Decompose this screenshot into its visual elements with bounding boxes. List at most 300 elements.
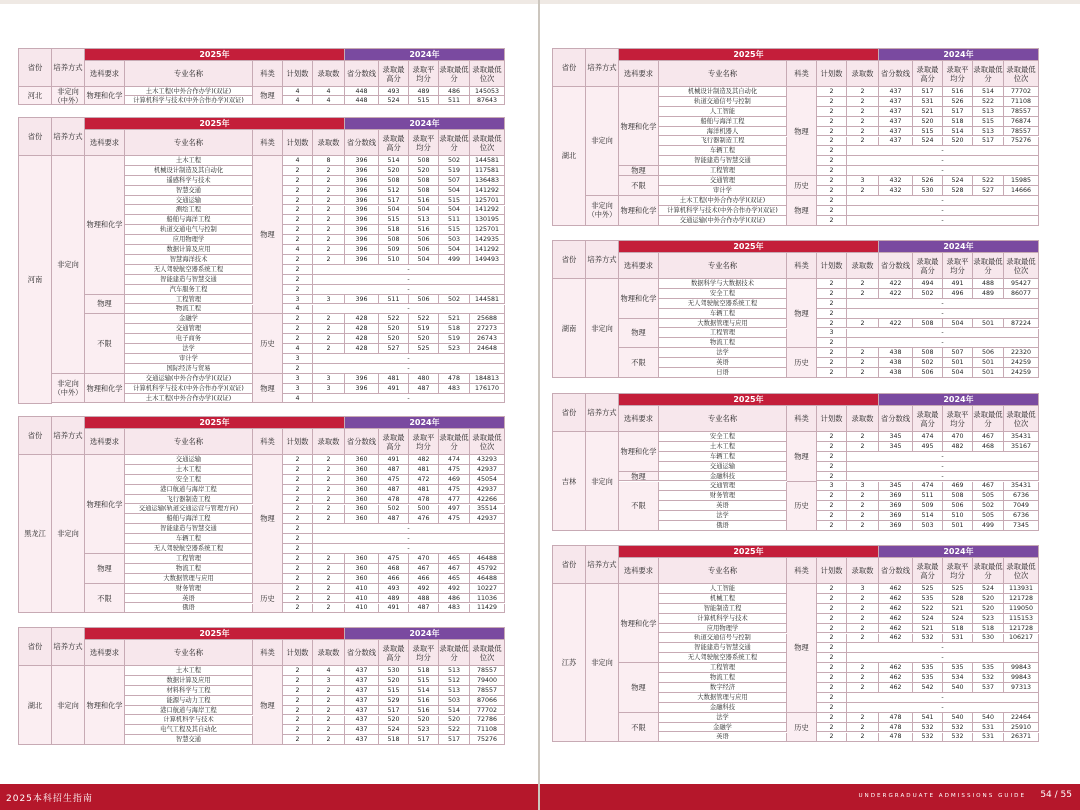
- plan-count: 2: [817, 462, 847, 472]
- province-name: 河南: [19, 156, 52, 404]
- max-score: 478: [379, 495, 409, 505]
- year-2024-header: 2024年: [345, 628, 505, 640]
- admitted-count: 3: [847, 584, 879, 594]
- max-score: 520: [379, 166, 409, 176]
- provincial-line: 396: [345, 255, 379, 265]
- provincial-line: 410: [345, 584, 379, 594]
- major-name: 电气工程及其自动化: [125, 725, 253, 735]
- category-name: 历史: [253, 584, 283, 614]
- max-score: 508: [913, 348, 943, 358]
- max-score: 504: [379, 206, 409, 216]
- provincial-line: 396: [345, 166, 379, 176]
- min-score: 486: [439, 87, 470, 96]
- year-2024-header: 2024年: [879, 241, 1039, 253]
- min-rank: 45792: [470, 564, 505, 574]
- provincial-line: 462: [879, 624, 913, 634]
- plan-count: 2: [817, 703, 847, 713]
- plan-count: 2: [817, 368, 847, 378]
- max-score: 520: [913, 117, 943, 127]
- max-score: 518: [379, 225, 409, 235]
- min-score: 489: [973, 289, 1004, 299]
- avg-score: 525: [943, 584, 973, 594]
- plan-count: 2: [283, 686, 313, 696]
- plan-count: 2: [817, 442, 847, 452]
- provincial-line: 428: [345, 314, 379, 324]
- major-name: 船舶与海洋工程: [659, 117, 787, 127]
- admitted-count: 2: [847, 368, 879, 378]
- avg-score: 487: [409, 384, 439, 394]
- max-score: 509: [913, 501, 943, 511]
- avg-score: 517: [943, 107, 973, 117]
- no-2024-data: -: [847, 166, 1039, 176]
- column-header-prov_line: 省分数线: [879, 558, 913, 584]
- plan-count: 2: [817, 289, 847, 299]
- column-header-prov_line: 省分数线: [345, 130, 379, 156]
- column-header-plan: 计划数: [283, 640, 313, 666]
- subject-requirement: 物理和化学: [619, 87, 659, 166]
- plan-count: 2: [817, 693, 847, 703]
- major-name: 俄语: [125, 604, 253, 614]
- avg-score: 470: [943, 432, 973, 442]
- provincial-line: 396: [345, 215, 379, 225]
- provincial-line: 396: [345, 245, 379, 255]
- avg-score: 528: [943, 186, 973, 196]
- plan-count: 2: [817, 127, 847, 137]
- avg-score: 532: [943, 723, 973, 733]
- major-name: 法学: [125, 344, 253, 354]
- max-score: 502: [913, 358, 943, 368]
- min-rank: 136483: [470, 176, 505, 186]
- max-score: 517: [379, 706, 409, 716]
- plan-count: 2: [817, 653, 847, 663]
- provincial-line: 422: [879, 289, 913, 299]
- column-header-plan: 计划数: [283, 61, 313, 87]
- min-score: 518: [973, 624, 1004, 634]
- plan-count: 2: [283, 206, 313, 216]
- min-rank: 42937: [470, 465, 505, 475]
- provincial-line: 462: [879, 584, 913, 594]
- provincial-line: 437: [879, 97, 913, 107]
- column-header-prov_line: 省分数线: [345, 640, 379, 666]
- min-score: 502: [973, 501, 1004, 511]
- category-name: 历史: [787, 176, 817, 196]
- plan-count: 2: [817, 299, 847, 309]
- avg-score: 523: [409, 725, 439, 735]
- major-name: 土木工程: [125, 156, 253, 166]
- no-2024-data: -: [847, 693, 1039, 703]
- provincial-line: 369: [879, 501, 913, 511]
- plan-count: 2: [283, 275, 313, 285]
- year-2024-header: 2024年: [879, 546, 1039, 558]
- admitted-count: 4: [313, 666, 345, 676]
- avg-score: 518: [943, 624, 973, 634]
- max-score: 508: [379, 235, 409, 245]
- avg-score: 504: [943, 368, 973, 378]
- provincial-line: 437: [345, 716, 379, 726]
- plan-count: 2: [283, 314, 313, 324]
- min-score: 505: [973, 511, 1004, 521]
- admitted-count: 2: [847, 289, 879, 299]
- column-header-major: 专业名称: [125, 640, 253, 666]
- min-rank: 125701: [470, 225, 505, 235]
- column-header-max: 录取最高分: [379, 61, 409, 87]
- min-score: 513: [973, 107, 1004, 117]
- admitted-count: 3: [847, 482, 879, 492]
- provincial-line: 462: [879, 673, 913, 683]
- avg-score: 516: [409, 196, 439, 206]
- min-rank: 22464: [1004, 713, 1039, 723]
- major-name: 土木工程(中外合作办学)(双证): [659, 196, 787, 206]
- max-score: 515: [913, 127, 943, 137]
- training-mode: 非定向: [586, 432, 619, 531]
- no-2024-data: -: [313, 524, 505, 534]
- category-name: 物理: [787, 279, 817, 348]
- min-rank: 142935: [470, 235, 505, 245]
- major-name: 车辆工程: [125, 534, 253, 544]
- column-header-min: 录取最低分: [439, 429, 470, 455]
- admission-table-jilin: [552, 393, 1039, 531]
- plan-count: 3: [283, 295, 313, 305]
- avg-score: 524: [943, 614, 973, 624]
- min-score: 499: [973, 521, 1004, 531]
- training-mode: 非定向（中外）: [52, 374, 85, 404]
- major-name: 大数据管理与应用: [125, 574, 253, 584]
- max-score: 508: [379, 176, 409, 186]
- min-score: 518: [439, 324, 470, 334]
- provincial-line: 396: [345, 295, 379, 305]
- column-header-plan: 计划数: [817, 406, 847, 432]
- plan-count: 2: [283, 534, 313, 544]
- major-name: 应用物理学: [659, 624, 787, 634]
- admitted-count: 2: [313, 584, 345, 594]
- training-mode: 非定向: [586, 279, 619, 378]
- admitted-count: 2: [313, 495, 345, 505]
- avg-score: 528: [943, 594, 973, 604]
- min-rank: 6736: [1004, 511, 1039, 521]
- min-score: 515: [439, 196, 470, 206]
- plan-count: 2: [817, 614, 847, 624]
- min-score: 504: [439, 206, 470, 216]
- provincial-line: 410: [345, 594, 379, 604]
- admitted-count: 2: [847, 186, 879, 196]
- min-score: 517: [439, 735, 470, 745]
- admitted-count: 4: [313, 96, 345, 105]
- right-page: [540, 0, 1080, 810]
- plan-count: 2: [283, 696, 313, 706]
- admission-table-henan: [18, 117, 505, 404]
- avg-score: 508: [409, 186, 439, 196]
- min-score: 512: [439, 676, 470, 686]
- major-name: 交通运输(中外合作办学)(双证): [659, 216, 787, 226]
- provincial-line: 462: [879, 683, 913, 693]
- no-2024-data: -: [313, 275, 505, 285]
- admitted-count: 2: [847, 137, 879, 147]
- avg-score: 482: [409, 455, 439, 465]
- max-score: 487: [379, 514, 409, 524]
- major-name: 土木工程(中外合作办学)(双证): [125, 87, 253, 96]
- major-name: 应用物理学: [125, 235, 253, 245]
- max-score: 502: [379, 505, 409, 515]
- admission-table-hebei: [18, 48, 505, 105]
- avg-score: 506: [409, 245, 439, 255]
- max-score: 510: [379, 255, 409, 265]
- max-score: 532: [913, 723, 943, 733]
- no-2024-data: -: [847, 703, 1039, 713]
- plan-count: 2: [283, 706, 313, 716]
- subject-requirement: 物理: [619, 319, 659, 349]
- min-score: 502: [439, 295, 470, 305]
- max-score: 487: [379, 465, 409, 475]
- subject-requirement: 物理和化学: [85, 666, 125, 745]
- column-header-admitted: 录取数: [313, 130, 345, 156]
- mode-header: 培养方式: [586, 546, 619, 584]
- min-rank: 75276: [1004, 137, 1039, 147]
- no-2024-data: -: [847, 472, 1039, 482]
- category-name: 物理: [253, 455, 283, 584]
- column-header-prov_line: 省分数线: [345, 429, 379, 455]
- min-rank: 11036: [470, 594, 505, 604]
- column-header-admitted: 录取数: [847, 558, 879, 584]
- admitted-count: 2: [847, 713, 879, 723]
- major-name: 智能制造工程: [659, 604, 787, 614]
- column-header-avg: 录取平均分: [943, 253, 973, 279]
- min-rank: 117581: [470, 166, 505, 176]
- plan-count: 2: [817, 432, 847, 442]
- major-name: 交通运输: [659, 462, 787, 472]
- avg-score: 508: [409, 156, 439, 166]
- admission-table-jiangsu: [552, 545, 1039, 742]
- avg-score: 514: [409, 686, 439, 696]
- min-rank: 145053: [470, 87, 505, 96]
- subject-requirement: 物理: [619, 663, 659, 713]
- column-header-subject_req: 选科要求: [619, 61, 659, 87]
- no-2024-data: -: [847, 196, 1039, 206]
- plan-count: 2: [283, 465, 313, 475]
- avg-score: 504: [943, 319, 973, 329]
- avg-score: 501: [943, 358, 973, 368]
- min-rank: 25910: [1004, 723, 1039, 733]
- provincial-line: 369: [879, 511, 913, 521]
- avg-score: 510: [943, 511, 973, 521]
- plan-count: 3: [283, 374, 313, 384]
- subject-requirement: 不限: [619, 176, 659, 196]
- avg-score: 470: [409, 554, 439, 564]
- major-name: 计算机科学与技术(中外合作办学)(双证): [125, 96, 253, 105]
- no-2024-data: -: [847, 653, 1039, 663]
- admitted-count: 2: [847, 634, 879, 644]
- provincial-line: 396: [345, 235, 379, 245]
- min-score: 522: [439, 725, 470, 735]
- plan-count: 2: [283, 265, 313, 275]
- avg-score: 532: [943, 733, 973, 743]
- column-header-admitted: 录取数: [313, 429, 345, 455]
- training-mode: 非定向: [52, 666, 85, 745]
- category-name: 物理: [787, 432, 817, 482]
- min-score: 504: [439, 245, 470, 255]
- major-name: 数据计算及应用: [125, 245, 253, 255]
- provincial-line: 462: [879, 604, 913, 614]
- min-score: 507: [439, 176, 470, 186]
- provincial-line: 345: [879, 432, 913, 442]
- major-name: 交通管理: [125, 324, 253, 334]
- min-rank: 25688: [470, 314, 505, 324]
- admitted-count: 2: [313, 314, 345, 324]
- min-rank: 115153: [1004, 614, 1039, 624]
- column-header-subject_req: 选科要求: [619, 558, 659, 584]
- subject-requirement: 物理和化学: [619, 196, 659, 226]
- admitted-count: 2: [313, 686, 345, 696]
- major-name: 无人驾驶航空器系统工程: [659, 299, 787, 309]
- min-score: 502: [439, 156, 470, 166]
- plan-count: 4: [283, 156, 313, 166]
- major-name: 车辆工程: [659, 146, 787, 156]
- avg-score: 466: [409, 574, 439, 584]
- provincial-line: 345: [879, 482, 913, 492]
- column-header-avg: 录取平均分: [409, 61, 439, 87]
- admitted-count: 2: [847, 501, 879, 511]
- plan-count: 3: [817, 329, 847, 339]
- admitted-count: 2: [313, 735, 345, 745]
- min-rank: 46488: [470, 554, 505, 564]
- admitted-count: 2: [313, 255, 345, 265]
- column-header-avg: 录取平均分: [943, 406, 973, 432]
- column-header-max: 录取最高分: [913, 406, 943, 432]
- plan-count: 2: [817, 97, 847, 107]
- plan-count: 4: [283, 87, 313, 96]
- admitted-count: 2: [313, 186, 345, 196]
- avg-score: 516: [943, 87, 973, 97]
- plan-count: 2: [283, 225, 313, 235]
- min-score: 519: [439, 166, 470, 176]
- min-score: 513: [439, 686, 470, 696]
- min-score: 465: [439, 574, 470, 584]
- column-header-min_rank: 录取最低位次: [470, 61, 505, 87]
- major-name: 交通管理: [659, 176, 787, 186]
- avg-score: 487: [409, 604, 439, 614]
- plan-count: 2: [817, 491, 847, 501]
- year-2024-header: 2024年: [345, 49, 505, 61]
- avg-score: 506: [943, 501, 973, 511]
- admitted-count: 2: [313, 245, 345, 255]
- left-page: [0, 0, 538, 810]
- min-score: 467: [973, 432, 1004, 442]
- admitted-count: 2: [847, 663, 879, 673]
- plan-count: 2: [817, 501, 847, 511]
- year-2025-header: 2025年: [619, 394, 879, 406]
- avg-score: 472: [409, 475, 439, 485]
- plan-count: 2: [817, 319, 847, 329]
- max-score: 511: [913, 491, 943, 501]
- column-header-avg: 录取平均分: [409, 640, 439, 666]
- min-score: 488: [973, 279, 1004, 289]
- major-name: 无人驾驶航空器系统工程: [125, 265, 253, 275]
- no-2024-data: -: [313, 265, 505, 275]
- province-name: 江苏: [553, 584, 586, 742]
- min-score: 465: [439, 554, 470, 564]
- max-score: 520: [379, 716, 409, 726]
- major-name: 物流工程: [125, 305, 253, 315]
- admitted-count: 2: [313, 485, 345, 495]
- max-score: 535: [913, 673, 943, 683]
- avg-score: 531: [943, 634, 973, 644]
- major-name: 法学: [659, 713, 787, 723]
- avg-score: 513: [409, 215, 439, 225]
- min-score: 531: [973, 733, 1004, 743]
- major-name: 车辆工程: [659, 309, 787, 319]
- admitted-count: 2: [313, 225, 345, 235]
- column-header-admitted: 录取数: [313, 640, 345, 666]
- plan-count: 2: [817, 521, 847, 531]
- avg-score: 520: [409, 166, 439, 176]
- plan-count: 2: [283, 196, 313, 206]
- min-rank: 14666: [1004, 186, 1039, 196]
- min-score: 520: [439, 716, 470, 726]
- column-header-prov_line: 省分数线: [879, 61, 913, 87]
- column-header-category: 科类: [787, 61, 817, 87]
- admitted-count: 2: [313, 514, 345, 524]
- major-name: 计算机科学与技术: [125, 716, 253, 726]
- column-header-min_rank: 录取最低位次: [470, 640, 505, 666]
- min-rank: 87224: [1004, 319, 1039, 329]
- min-rank: 121728: [1004, 624, 1039, 634]
- admitted-count: 2: [313, 574, 345, 584]
- provincial-line: 396: [345, 225, 379, 235]
- max-score: 515: [379, 215, 409, 225]
- min-score: 475: [439, 485, 470, 495]
- max-score: 493: [379, 584, 409, 594]
- subject-requirement: 物理: [85, 554, 125, 584]
- admitted-count: 2: [847, 358, 879, 368]
- major-name: 工程管理: [125, 295, 253, 305]
- province-name: 河北: [19, 87, 52, 105]
- max-score: 522: [379, 314, 409, 324]
- max-score: 521: [913, 624, 943, 634]
- min-rank: 72786: [470, 716, 505, 726]
- avg-score: 508: [409, 176, 439, 186]
- category-name: 历史: [787, 348, 817, 378]
- major-name: 智慧交通: [125, 735, 253, 745]
- admission-table-hubei2: [552, 48, 1039, 226]
- avg-score: 518: [409, 666, 439, 676]
- province-header: 省份: [19, 628, 52, 666]
- plan-count: 2: [817, 673, 847, 683]
- min-score: 467: [439, 564, 470, 574]
- plan-count: 2: [283, 735, 313, 745]
- plan-count: 2: [283, 676, 313, 686]
- min-score: 467: [973, 482, 1004, 492]
- major-name: 俄语: [659, 521, 787, 531]
- plan-count: 2: [283, 255, 313, 265]
- admitted-count: 2: [313, 455, 345, 465]
- column-header-subject_req: 选科要求: [85, 61, 125, 87]
- avg-score: 520: [409, 716, 439, 726]
- avg-score: 478: [409, 495, 439, 505]
- plan-count: 2: [817, 87, 847, 97]
- plan-count: 2: [817, 279, 847, 289]
- min-rank: 144581: [470, 295, 505, 305]
- major-name: 数据科学与大数据技术: [659, 279, 787, 289]
- min-rank: 6736: [1004, 491, 1039, 501]
- max-score: 503: [913, 521, 943, 531]
- avg-score: 535: [943, 663, 973, 673]
- admitted-count: 2: [847, 117, 879, 127]
- plan-count: 4: [283, 394, 313, 404]
- admitted-count: 2: [847, 319, 879, 329]
- admitted-count: 2: [313, 594, 345, 604]
- max-score: 517: [913, 87, 943, 97]
- max-score: 509: [379, 245, 409, 255]
- category-name: 物理: [787, 87, 817, 176]
